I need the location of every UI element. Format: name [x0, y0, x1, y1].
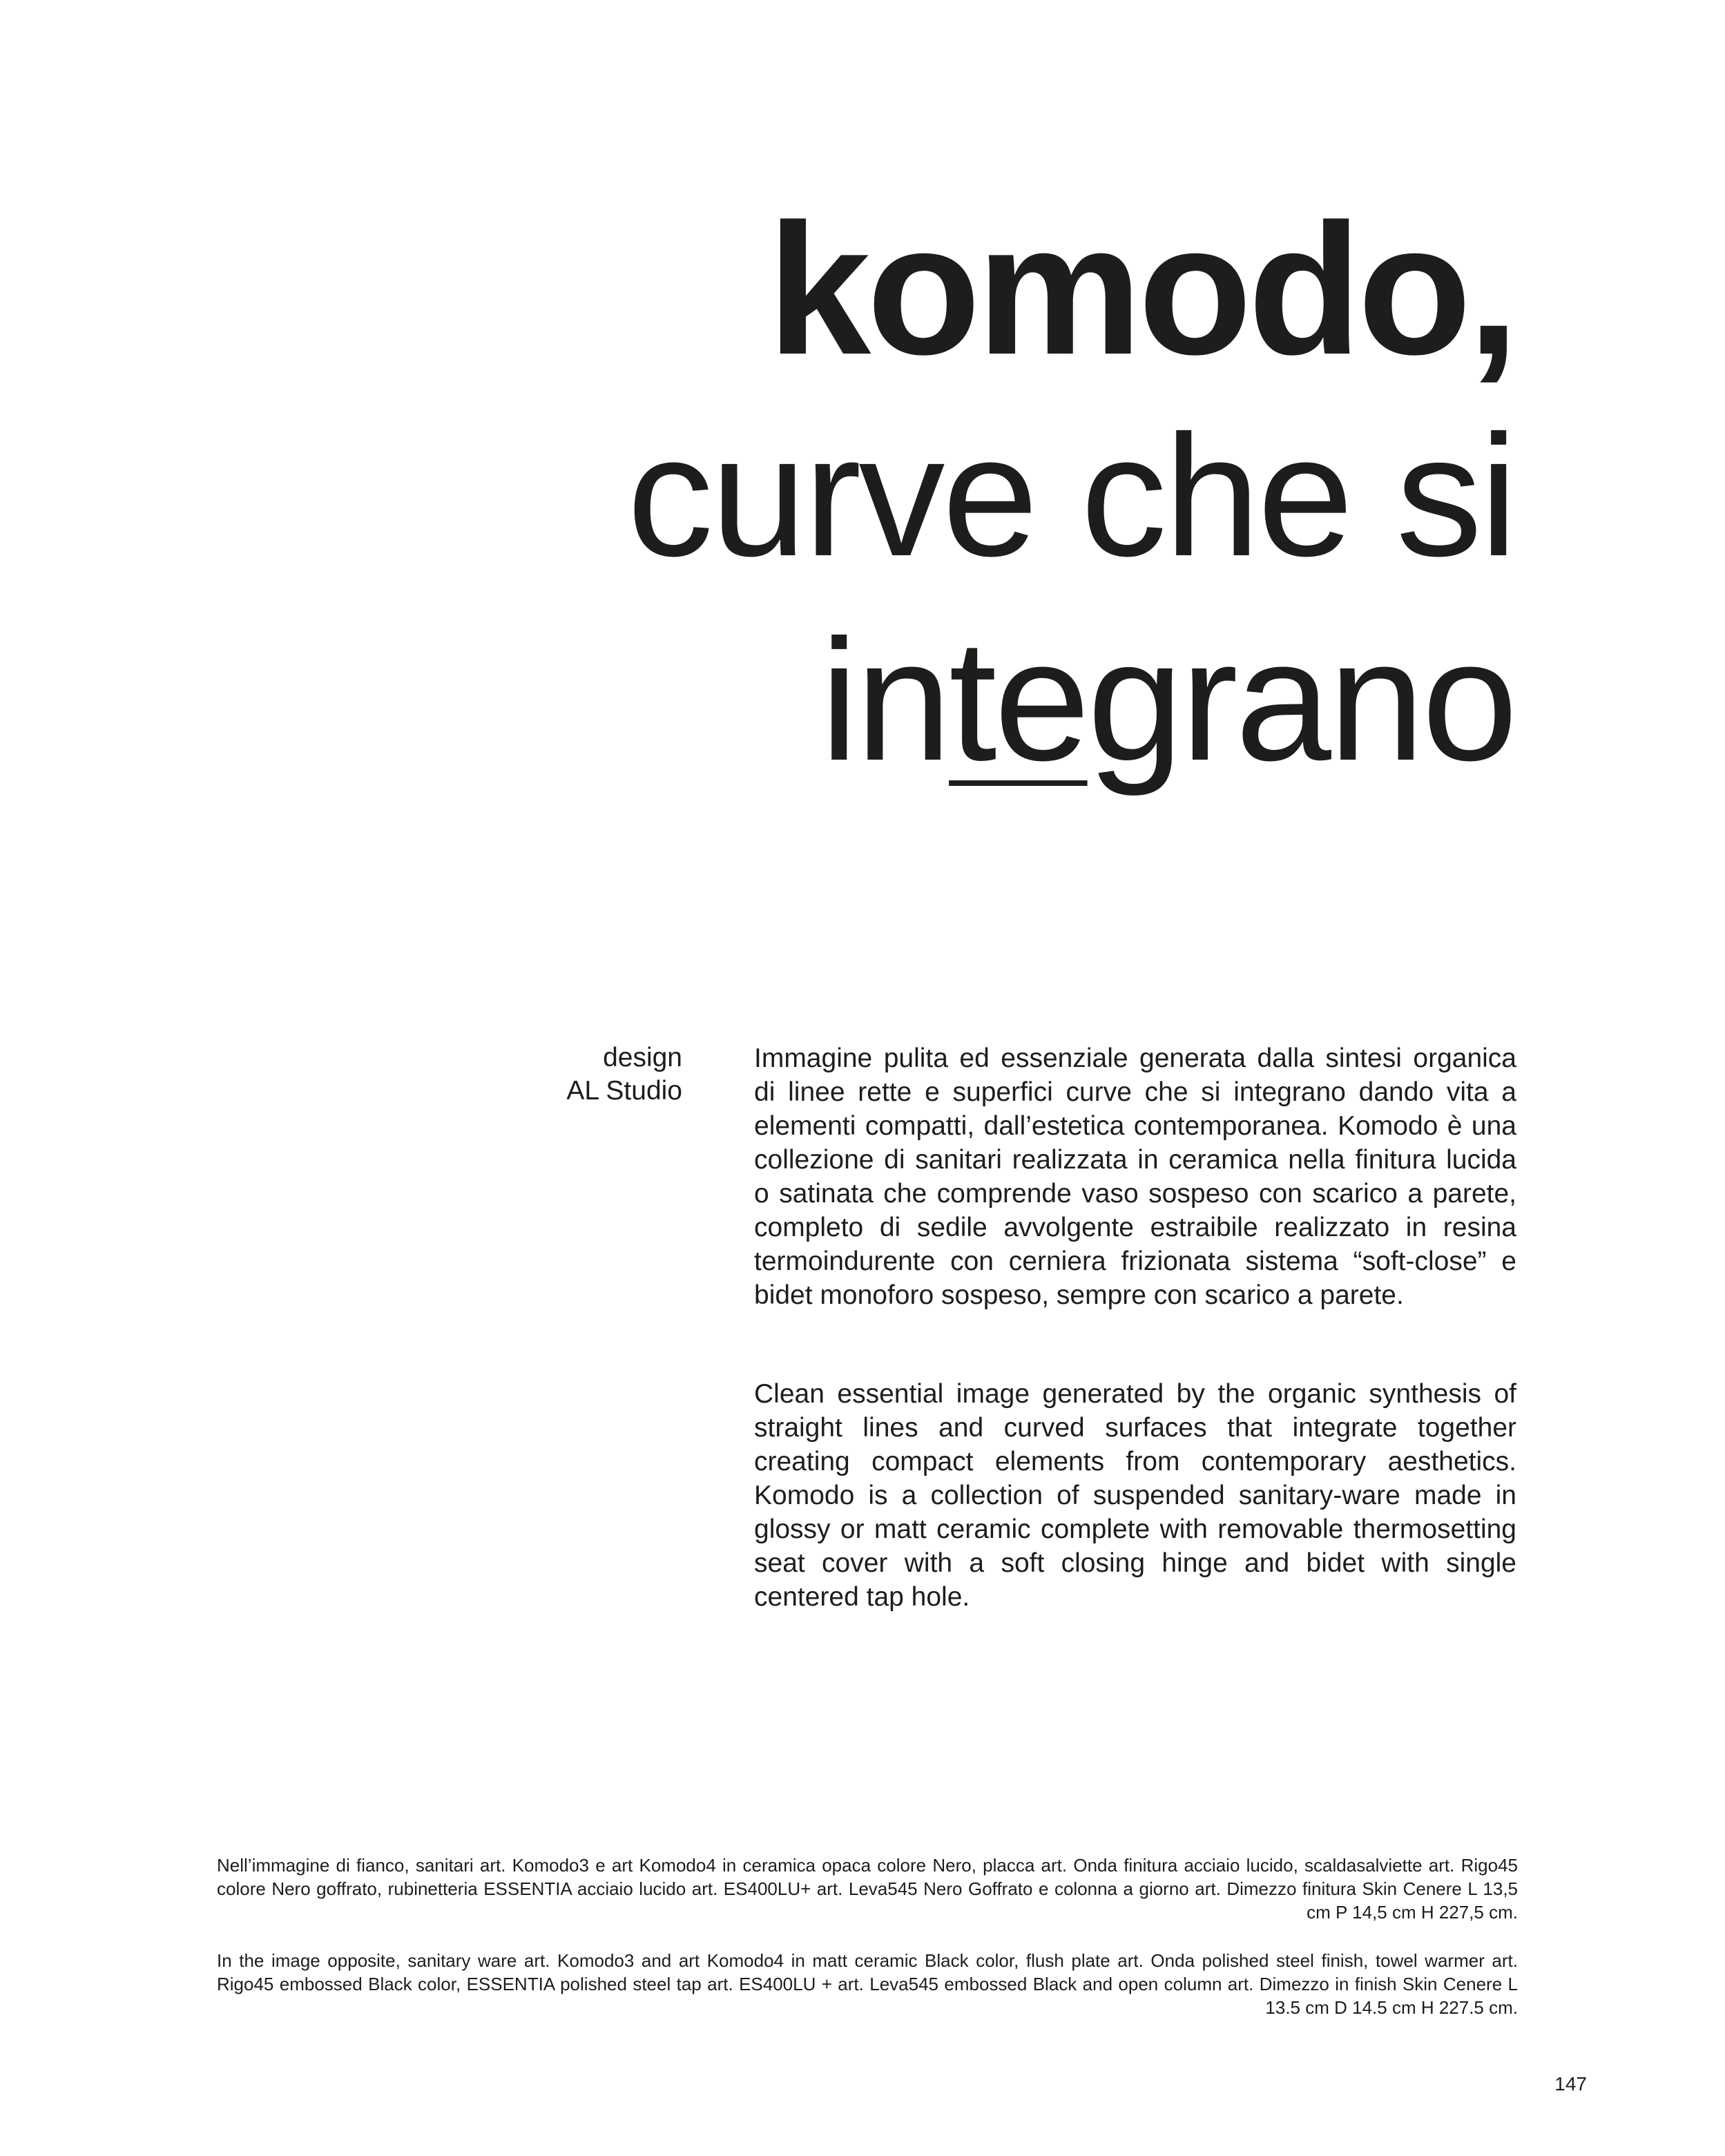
description-italian: Immagine pulita ed essenziale generata dalla sintesi organica di linee rette e superfici curve che si integrano dando vita a elementi compatti, dall’estetica contemporanea. Komodo è una collezione di sanitari realizzata in ceramica nella finitura lucida o satinata che comprende vaso sospeso con scarico a parete, completo di sedile avvolgente estraibile realizzato in resina termoindurente con cerniera frizionata sistema “soft-close” e bidet monoforo sospeso, sempre con scarico a parete.: [754, 1043, 1516, 1310]
title-line-3: [627, 598, 1515, 802]
page-number: 147: [1554, 2073, 1587, 2095]
designer-name: AL Studio: [566, 1076, 682, 1106]
title-line-2: curve che si: [627, 399, 1515, 592]
title-line-3-end: grano: [1087, 604, 1515, 796]
title-underlined-fragment: te: [949, 604, 1088, 796]
page-title: [627, 186, 1515, 802]
caption-english: In the image opposite, sanitary ware art. Komodo3 and art Komodo4 in matt ceramic Black color, flush plate art. Onda polished steel finish, towel warmer art. Rigo45 embossed Black color, ESSENTIA polished steel tap art. ES400LU + art. Leva545 embossed Black and open column art. Dimezzo in finish Skin Cenere L 13.5 cm D 14.5 cm H 227.5 cm.: [217, 1950, 1518, 2018]
title-line-1: komodo,: [767, 186, 1515, 394]
caption-italian: Nell’immagine di fianco, sanitari art. Komodo3 e art Komodo4 in ceramica opaca colore Nero, placca art. Onda finitura acciaio lucido, scaldasalviette art. Rigo45 colore Nero goffrato, rubinetteria ESSENTIA acciaio lucido art. ES400LU+ art. Leva545 Nero Goffrato e colonna a giorno art. Dimezzo finitura Skin Cenere L 13,5 cm P 14,5 cm H 227,5 cm.: [217, 1855, 1518, 1923]
design-label: design: [603, 1043, 682, 1072]
description-english: Clean essential image generated by the organic synthesis of straight lines and curved surfaces that integrate together creating compact elements from contemporary aesthetics. Komodo is a collection of suspended sanitary-ware made in glossy or matt ceramic complete with removable thermosetting seat cover with a soft closing hinge and bidet with single centered tap hole.: [754, 1379, 1516, 1612]
title-line-3-start: in: [820, 604, 950, 796]
design-credit: [566, 1041, 682, 1108]
